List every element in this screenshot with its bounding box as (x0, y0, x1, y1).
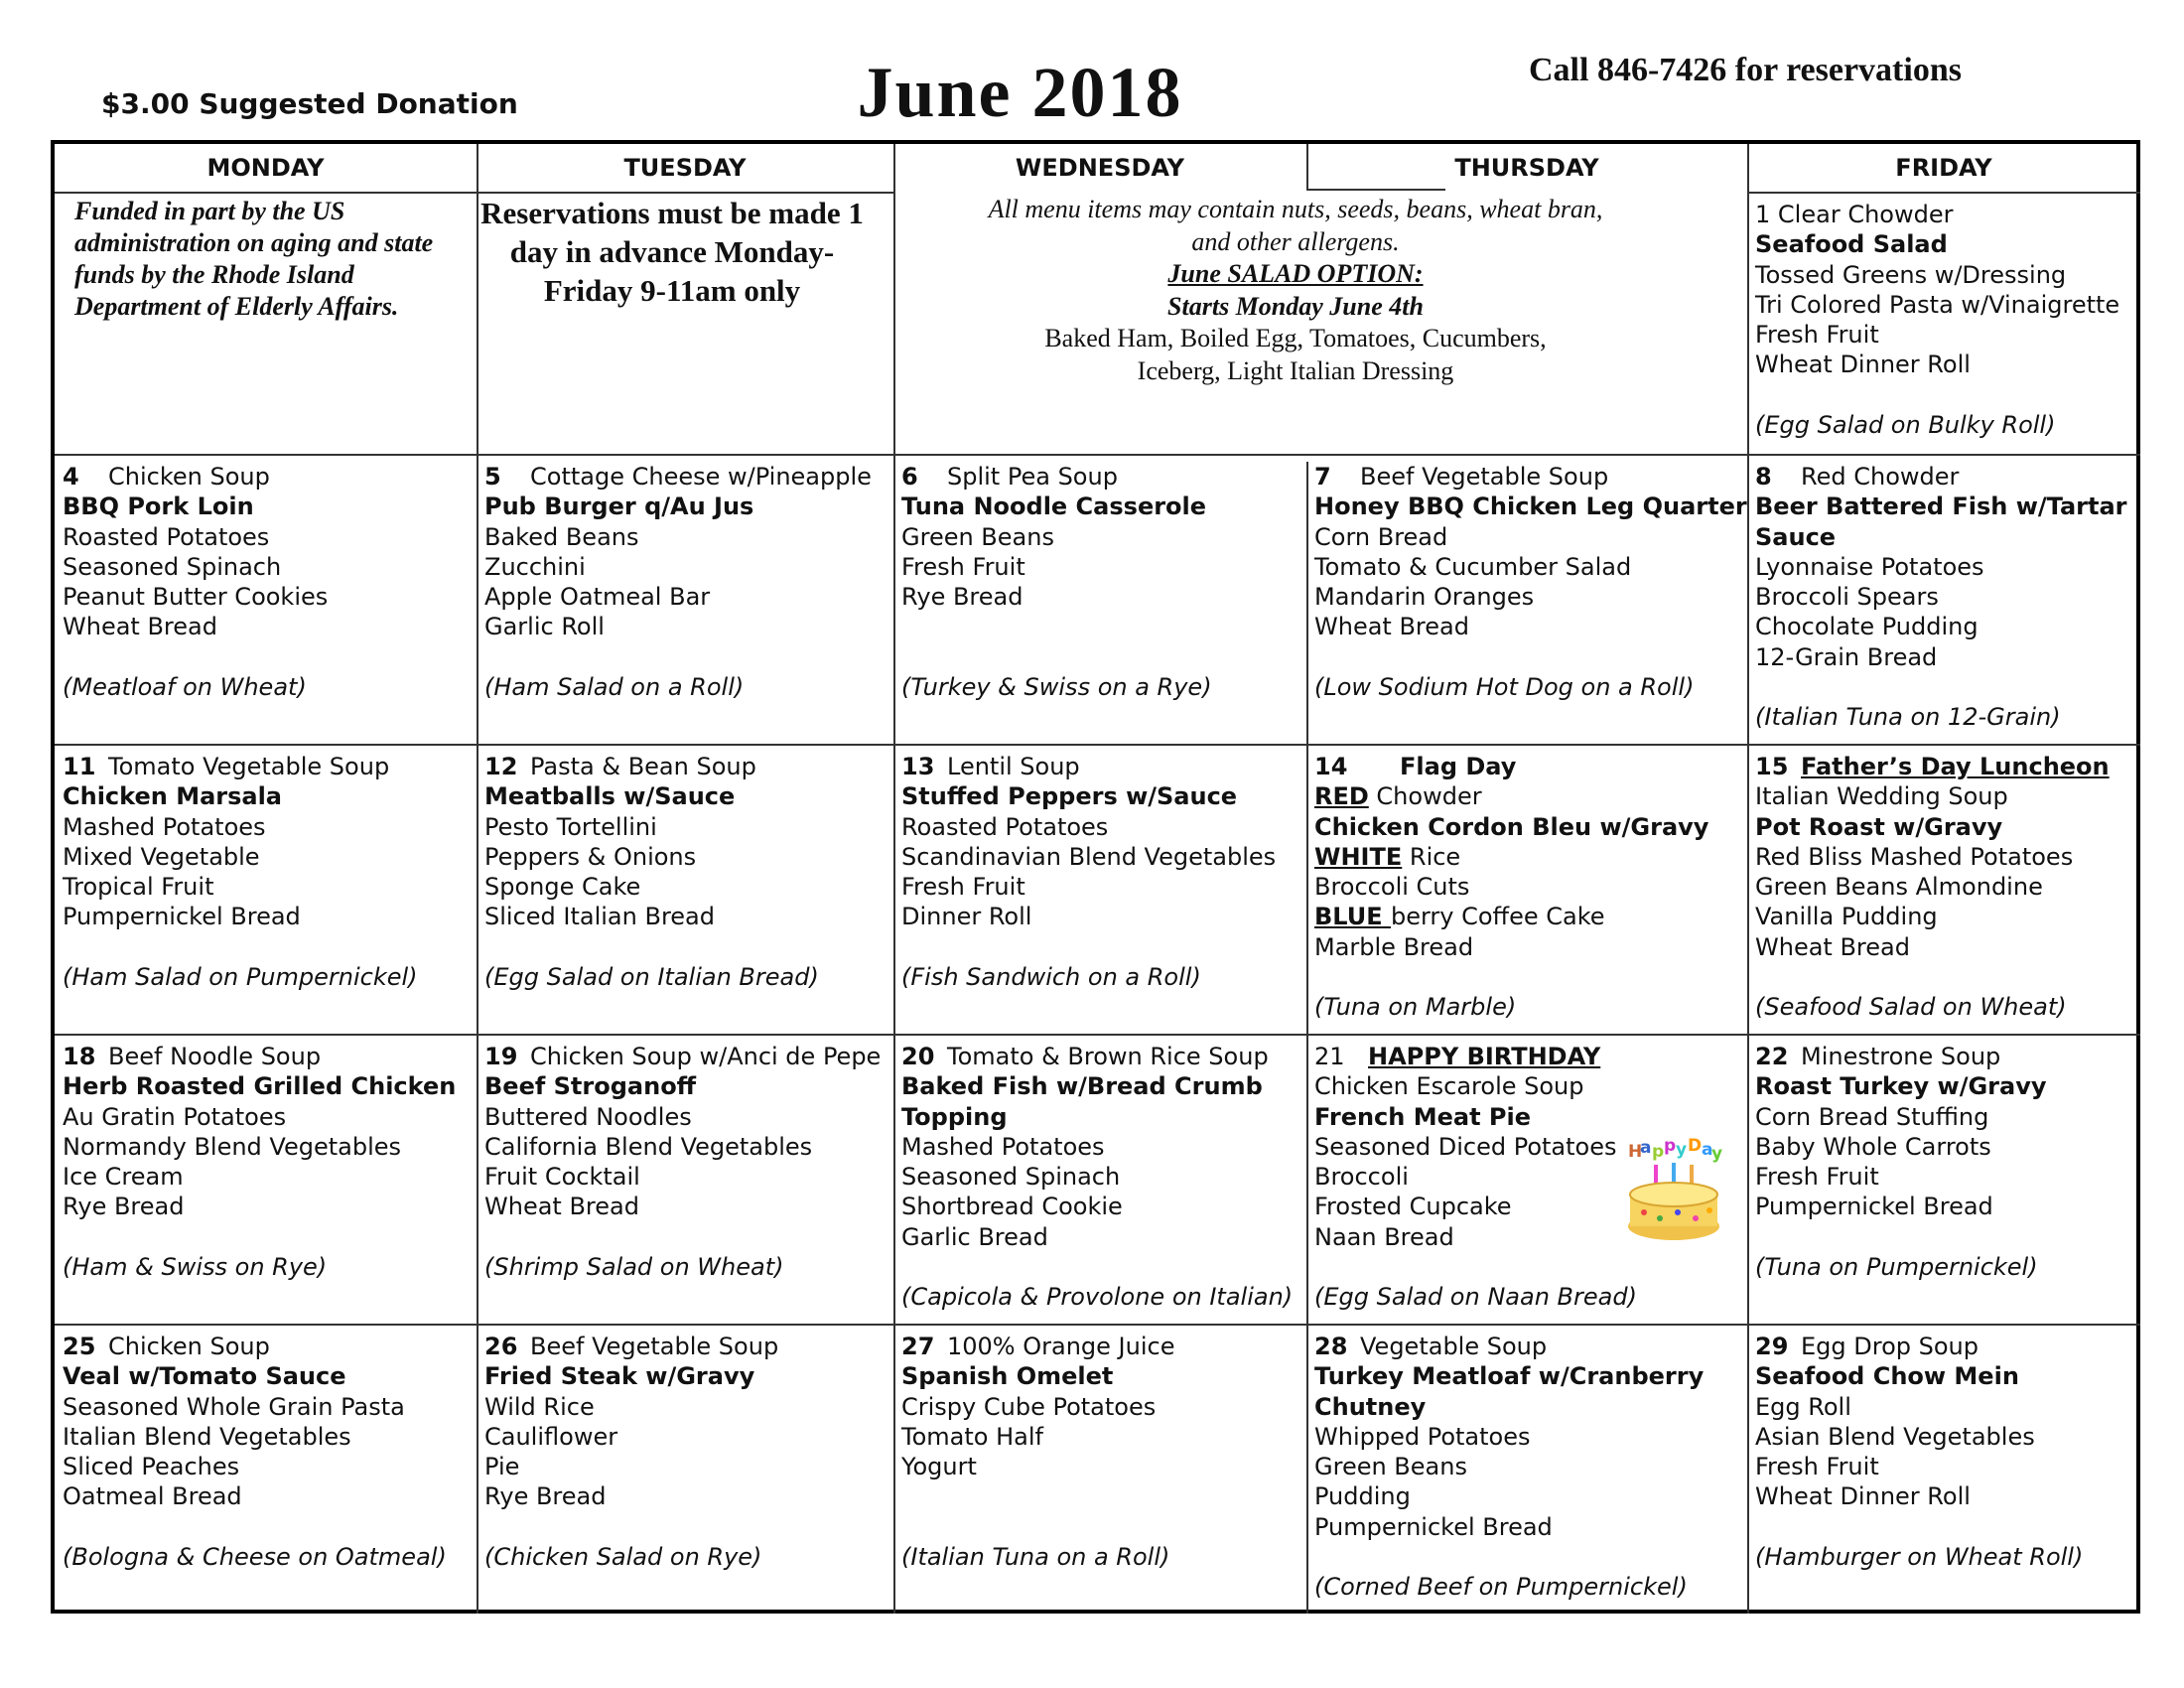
holiday-title: Father’s Day Luncheon (1801, 753, 2110, 780)
soup: Lentil Soup (947, 753, 1080, 780)
side-item: Ice Cream (63, 1163, 184, 1192)
side-item: Pumpernickel Bread (1314, 1512, 1553, 1541)
side-item: Scandinavian Blend Vegetables (901, 842, 1277, 871)
svg-text:y: y (1711, 1144, 1723, 1164)
holiday-title: HAPPY BIRTHDAY (1368, 1043, 1601, 1070)
soup: Beef Vegetable Soup (530, 1333, 779, 1360)
side-item: Sliced Italian Bread (484, 903, 715, 931)
birthday-cake-icon (1624, 1135, 1723, 1251)
soup: Pasta & Bean Soup (530, 753, 756, 780)
side-item: Pudding (1314, 1482, 1411, 1511)
main-dish: BBQ Pork Loin (63, 492, 254, 521)
side-item: Red Bliss Mashed Potatoes (1755, 842, 2074, 871)
soup: Beef Noodle Soup (108, 1043, 322, 1070)
alternate-meal: (Fish Sandwich on a Roll) (901, 963, 1201, 992)
allergen-and-salad-note (879, 194, 1712, 387)
side-item: Roasted Potatoes (63, 522, 270, 551)
alternate-meal: (Italian Tuna on a Roll) (901, 1543, 1170, 1572)
main-dish: Chicken Cordon Bleu w/Gravy (1314, 812, 1709, 841)
side-item: Wheat Dinner Roll (1755, 351, 1971, 379)
day-number: 1 (1755, 201, 1771, 228)
side-item: Fresh Fruit (901, 552, 1025, 581)
side-item: berry Coffee Cake (1390, 903, 1605, 931)
main-dish: Beef Stroganoff (484, 1072, 697, 1101)
side-item: Seasoned Diced Potatoes (1314, 1132, 1617, 1161)
main-dish: Stuffed Peppers w/Sauce (901, 782, 1238, 811)
side-item: Corn Bread (1314, 522, 1448, 551)
day-number: 27 (901, 1333, 935, 1360)
day-number: 22 (1755, 1043, 1789, 1070)
side-item: Yogurt (901, 1453, 977, 1481)
side-item: Asian Blend Vegetables (1755, 1422, 2035, 1451)
alternate-meal: (Tuna on Pumpernickel) (1755, 1253, 2038, 1282)
side-item: Wheat Dinner Roll (1755, 1482, 1971, 1511)
day-cell-8 (1747, 456, 2140, 744)
day-number: 29 (1755, 1333, 1789, 1360)
day-cell-13 (893, 746, 1306, 1034)
white-label: WHITE (1314, 842, 1403, 871)
reservation-phone: Call 846-7426 for reservations (1529, 52, 1962, 88)
main-dish-cont: Topping (901, 1102, 1008, 1131)
soup: Vegetable Soup (1360, 1333, 1548, 1360)
salad-items-line-1: Baked Ham, Boiled Egg, Tomatoes, Cucumbers, (1044, 324, 1547, 352)
main-dish-cont: Sauce (1755, 522, 1837, 551)
day-number: 4 (63, 463, 79, 491)
day-number: 28 (1314, 1333, 1348, 1360)
main-dish: Tuna Noodle Casserole (901, 492, 1207, 521)
day-number: 20 (901, 1043, 935, 1070)
side-item: Italian Blend Vegetables (63, 1422, 351, 1451)
side-item: Rye Bread (901, 583, 1024, 612)
day-number: 8 (1755, 463, 1772, 491)
day-cell-27 (893, 1326, 1306, 1614)
side-item: California Blend Vegetables (484, 1132, 813, 1161)
side-item: Fresh Fruit (1755, 321, 1879, 350)
side-item: Green Beans (1314, 1453, 1467, 1481)
day-cell-12 (477, 746, 893, 1034)
soup: Egg Drop Soup (1801, 1333, 1979, 1360)
alternate-meal: (Meatloaf on Wheat) (63, 673, 307, 702)
soup: Tomato & Brown Rice Soup (947, 1043, 1269, 1070)
side-item: Pie (484, 1453, 520, 1481)
soup: Chowder (1368, 782, 1482, 811)
side-item: Wheat Bread (484, 1193, 639, 1221)
alternate-meal: (Turkey & Swiss on a Rye) (901, 673, 1212, 702)
side-item: Tri Colored Pasta w/Vinaigrette (1755, 290, 2120, 319)
side-item: Tomato Half (901, 1422, 1043, 1451)
day-number: 7 (1314, 463, 1331, 491)
blue-label: BLUE (1314, 903, 1391, 931)
main-dish: Veal w/Tomato Sauce (63, 1362, 346, 1391)
alternate-meal: (Egg Salad on Bulky Roll) (1755, 411, 2056, 440)
day-number: 11 (63, 753, 96, 780)
day-number: 12 (484, 753, 518, 780)
side-item: Wheat Bread (1314, 613, 1469, 641)
side-item: Fruit Cocktail (484, 1163, 640, 1192)
advance-reservation-note: Reservations must be made 1 day in advance Monday-Friday 9-11am only (480, 196, 864, 308)
soup: Chicken Escarole Soup (1314, 1072, 1584, 1101)
alternate-meal: (Low Sodium Hot Dog on a Roll) (1314, 673, 1695, 702)
side-item: Zucchini (484, 552, 586, 581)
side-item: Pesto Tortellini (484, 812, 657, 841)
day-cell-14 (1306, 746, 1747, 1034)
day-number: 6 (901, 463, 918, 491)
svg-text:a: a (1640, 1138, 1652, 1158)
side-item: Sliced Peaches (63, 1453, 240, 1481)
side-item: Marble Bread (1314, 932, 1474, 961)
day-number: 14 (1314, 753, 1348, 780)
side-item: Shortbread Cookie (901, 1193, 1123, 1221)
alternate-meal: (Capicola & Provolone on Italian) (901, 1283, 1294, 1312)
page-title: June 2018 (857, 53, 1183, 132)
alternate-meal: (Shrimp Salad on Wheat) (484, 1253, 784, 1282)
main-dish-cont: Chutney (1314, 1392, 1427, 1421)
side-item: Green Beans (901, 522, 1054, 551)
soup: 100% Orange Juice (947, 1333, 1175, 1360)
alternate-meal: (Ham Salad on Pumpernickel) (63, 963, 418, 992)
day-header-wednesday: WEDNESDAY (1015, 154, 1185, 182)
svg-text:p: p (1664, 1136, 1677, 1156)
side-item: Cauliflower (484, 1422, 618, 1451)
side-item: Garlic Bread (901, 1222, 1048, 1251)
soup: Chicken Soup w/Anci de Pepe (530, 1043, 882, 1070)
side-item: Tropical Fruit (63, 873, 214, 902)
alternate-meal: (Egg Salad on Italian Bread) (484, 963, 819, 992)
day-cell-29 (1747, 1326, 2140, 1614)
day-number: 25 (63, 1333, 96, 1360)
day-header-thursday: THURSDAY (1454, 154, 1599, 182)
side-item: Corn Bread Stuffing (1755, 1102, 1989, 1131)
main-dish: Chicken Marsala (63, 782, 283, 811)
alternate-meal: (Hamburger on Wheat Roll) (1755, 1543, 2084, 1572)
main-dish: Seafood Chow Mein (1755, 1362, 2019, 1391)
side-item: Peanut Butter Cookies (63, 583, 329, 612)
side-item: Sponge Cake (484, 873, 641, 902)
menu-calendar (51, 140, 2140, 1614)
soup: Split Pea Soup (947, 463, 1118, 491)
side-item: Apple Oatmeal Bar (484, 583, 711, 612)
main-dish: Spanish Omelet (901, 1362, 1114, 1391)
side-item: Garlic Roll (484, 613, 605, 641)
side-item: Rye Bread (484, 1482, 607, 1511)
alternate-meal: (Ham & Swiss on Rye) (63, 1253, 328, 1282)
side-item: Mashed Potatoes (901, 1132, 1105, 1161)
alternate-meal: (Italian Tuna on 12-Grain) (1755, 703, 2061, 732)
main-dish: Seafood Salad (1755, 230, 1948, 259)
day-cell-19 (477, 1036, 893, 1324)
day-number: 5 (484, 463, 501, 491)
alternate-meal: (Seafood Salad on Wheat) (1755, 993, 2067, 1022)
soup: Chicken Soup (108, 463, 270, 491)
day-cell-21 (1306, 1036, 1747, 1324)
day-cell-25 (55, 1326, 477, 1614)
day-number: 18 (63, 1043, 96, 1070)
side-item: Broccoli (1314, 1163, 1409, 1192)
day-number: 19 (484, 1043, 518, 1070)
day-cell-6 (893, 456, 1306, 744)
svg-text:y: y (1676, 1140, 1688, 1160)
side-item: Green Beans Almondine (1755, 873, 2043, 902)
salad-option-title: June SALAD OPTION: (1167, 259, 1424, 288)
side-item: Chocolate Pudding (1755, 613, 1979, 641)
alternate-meal: (Egg Salad on Naan Bread) (1314, 1283, 1637, 1312)
side-item: Mandarin Oranges (1314, 583, 1535, 612)
main-dish: Beer Battered Fish w/Tartar (1755, 492, 2127, 521)
main-dish: Turkey Meatloaf w/Cranberry (1314, 1362, 1705, 1391)
day-cell-28 (1306, 1326, 1747, 1614)
side-item: Fresh Fruit (901, 873, 1025, 902)
soup: Tomato Vegetable Soup (108, 753, 390, 780)
day-header-monday: MONDAY (206, 154, 325, 182)
side-item: Egg Roll (1755, 1392, 1851, 1421)
side-item: Wheat Bread (1755, 932, 1910, 961)
side-item: Fresh Fruit (1755, 1163, 1879, 1192)
allergen-line-2: and other allergens. (1191, 226, 1400, 256)
side-item: Naan Bread (1314, 1222, 1454, 1251)
main-dish: Baked Fish w/Bread Crumb (901, 1072, 1263, 1101)
day-cell-26 (477, 1326, 893, 1614)
soup: Clear Chowder (1777, 201, 1954, 228)
red-label: RED (1314, 782, 1369, 811)
main-dish: French Meat Pie (1314, 1102, 1532, 1131)
side-item: Crispy Cube Potatoes (901, 1392, 1157, 1421)
side-item: Pumpernickel Bread (1755, 1193, 1993, 1221)
side-item: Whipped Potatoes (1314, 1422, 1531, 1451)
side-item: Peppers & Onions (484, 842, 697, 871)
side-item: Fresh Fruit (1755, 1453, 1879, 1481)
side-item: Normandy Blend Vegetables (63, 1132, 402, 1161)
side-item: Wild Rice (484, 1392, 595, 1421)
day-cell-20 (893, 1036, 1306, 1324)
day-cell-5 (477, 456, 893, 744)
svg-text:p: p (1652, 1142, 1665, 1162)
main-dish: Roast Turkey w/Gravy (1755, 1072, 2047, 1101)
side-item: Broccoli Cuts (1314, 873, 1470, 902)
day-cell-4 (55, 456, 477, 744)
side-item: Oatmeal Bread (63, 1482, 242, 1511)
main-dish: Honey BBQ Chicken Leg Quarter (1314, 492, 1747, 521)
svg-text:a: a (1702, 1140, 1713, 1160)
side-item: Seasoned Whole Grain Pasta (63, 1392, 405, 1421)
side-item: Seasoned Spinach (901, 1163, 1121, 1192)
side-item: Mixed Vegetable (63, 842, 260, 871)
day-header-tuesday: TUESDAY (623, 154, 747, 182)
day-number: 26 (484, 1333, 518, 1360)
main-dish: Pub Burger q/Au Jus (484, 492, 754, 521)
side-item: Wheat Bread (63, 613, 217, 641)
day-number: 15 (1755, 753, 1789, 780)
day-number: 13 (901, 753, 935, 780)
allergen-line-1: All menu items may contain nuts, seeds, beans, wheat bran, (988, 195, 1603, 223)
soup: Cottage Cheese w/Pineapple (530, 463, 872, 491)
side-item: Rice (1402, 842, 1461, 871)
alternate-meal: (Bologna & Cheese on Oatmeal) (63, 1543, 447, 1572)
day-cell-15 (1747, 746, 2140, 1034)
side-item: Mashed Potatoes (63, 812, 266, 841)
holiday-title: Flag Day (1400, 753, 1517, 780)
soup: Italian Wedding Soup (1755, 782, 2008, 811)
day-cell-18 (55, 1036, 477, 1324)
soup: Minestrone Soup (1801, 1043, 2001, 1070)
day-cell-22 (1747, 1036, 2140, 1324)
main-dish: Meatballs w/Sauce (484, 782, 736, 811)
day-cell-11 (55, 746, 477, 1034)
day-cell-7 (1306, 456, 1747, 744)
main-dish: Pot Roast w/Gravy (1755, 812, 2003, 841)
side-item: Vanilla Pudding (1755, 903, 1938, 931)
day-number: 21 (1314, 1043, 1345, 1070)
suggested-donation: $3.00 Suggested Donation (101, 87, 518, 120)
side-item: Roasted Potatoes (901, 812, 1109, 841)
main-dish: Herb Roasted Grilled Chicken (63, 1072, 457, 1101)
side-item: 12-Grain Bread (1755, 642, 1938, 671)
side-item: Tomato & Cucumber Salad (1314, 552, 1632, 581)
side-item: Baby Whole Carrots (1755, 1132, 1991, 1161)
side-item: Lyonnaise Potatoes (1755, 552, 1984, 581)
main-dish: Fried Steak w/Gravy (484, 1362, 755, 1391)
salad-items-line-2: Iceberg, Light Italian Dressing (1137, 355, 1454, 385)
svg-text:H: H (1628, 1142, 1643, 1162)
soup: Red Chowder (1801, 463, 1960, 491)
day-cell-1 (1747, 194, 2140, 454)
side-item: Tossed Greens w/Dressing (1755, 260, 2067, 289)
side-item: Dinner Roll (901, 903, 1032, 931)
side-item: Broccoli Spears (1755, 583, 1939, 612)
day-header-friday: FRIDAY (1895, 154, 1992, 182)
svg-text:D: D (1688, 1136, 1703, 1156)
salad-option-start: Starts Monday June 4th (1167, 291, 1424, 321)
alternate-meal: (Tuna on Marble) (1314, 993, 1517, 1022)
funding-note: Funded in part by the US administration on aging and state funds by the Rhode Island Department of Elderly Affairs. (74, 197, 434, 321)
side-item: Buttered Noodles (484, 1102, 692, 1131)
side-item: Frosted Cupcake (1314, 1193, 1512, 1221)
side-item: Baked Beans (484, 522, 639, 551)
alternate-meal: (Ham Salad on a Roll) (484, 673, 745, 702)
soup: Beef Vegetable Soup (1360, 463, 1609, 491)
alternate-meal: (Corned Beef on Pumpernickel) (1314, 1573, 1688, 1602)
alternate-meal: (Chicken Salad on Rye) (484, 1543, 762, 1572)
soup: Chicken Soup (108, 1333, 270, 1360)
side-item: Pumpernickel Bread (63, 903, 301, 931)
side-item: Rye Bread (63, 1193, 185, 1221)
side-item: Seasoned Spinach (63, 552, 282, 581)
side-item: Au Gratin Potatoes (63, 1102, 287, 1131)
